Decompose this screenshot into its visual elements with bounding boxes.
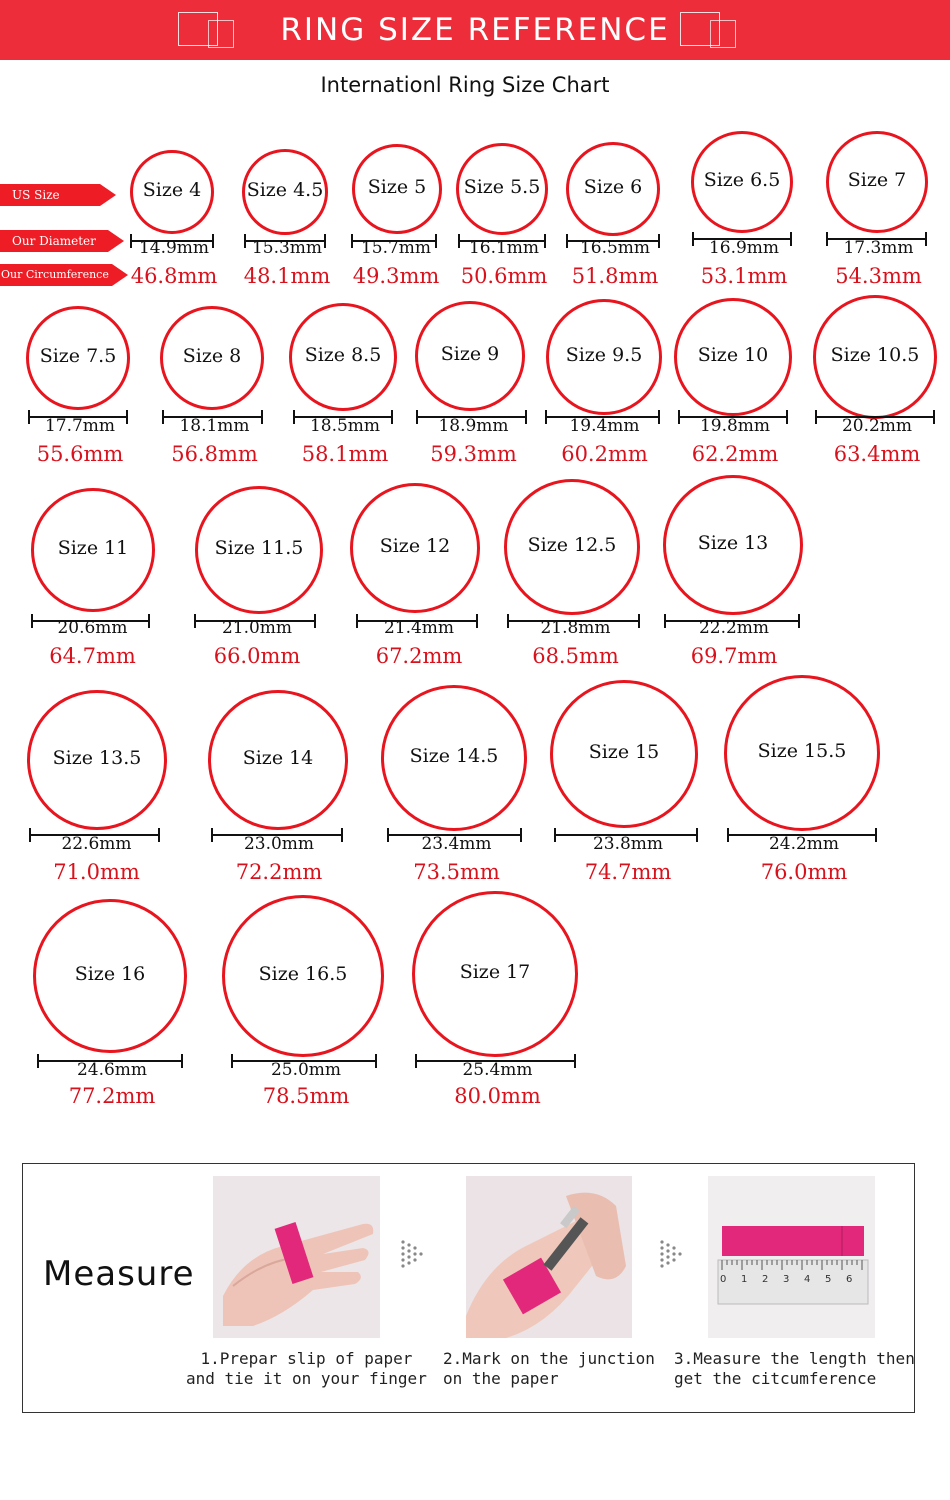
ring-size-label: Size 7: [847, 169, 907, 191]
ring-size-label: Size 15: [588, 741, 660, 763]
ring-diameter: 15.3mm: [251, 238, 323, 258]
step2-text: [443, 1349, 655, 1389]
measure-title: Measure: [43, 1254, 195, 1294]
step1-text: [186, 1349, 427, 1389]
chart-subtitle: Internationl Ring Size Chart: [320, 73, 610, 97]
ring-size-label: Size 12.5: [527, 534, 617, 556]
diameter-scale-tick: [520, 828, 522, 842]
ring-diameter: 22.2mm: [698, 618, 770, 638]
diameter-scale-tick: [507, 614, 509, 628]
ring-diameter: 24.6mm: [76, 1060, 148, 1080]
ring-circumference: 59.3mm: [430, 442, 517, 466]
ring-circumference: 51.8mm: [571, 264, 659, 288]
diameter-scale-tick: [545, 410, 547, 424]
diameter-scale-tick: [324, 234, 326, 248]
diameter-scale-tick: [148, 614, 150, 628]
ring-circumference: 53.1mm: [700, 264, 788, 288]
ring-size-label: Size 12: [379, 535, 451, 557]
diameter-scale-tick: [566, 234, 568, 248]
diameter-scale-tick: [158, 828, 160, 842]
ring-diameter: 20.2mm: [841, 416, 913, 436]
ring-diameter: 16.5mm: [579, 238, 651, 258]
diameter-scale-tick: [356, 614, 358, 628]
ring-circumference: 66.0mm: [213, 644, 301, 668]
ring-diameter: 16.9mm: [708, 238, 780, 258]
diameter-scale-tick: [658, 410, 660, 424]
diameter-scale-tick: [261, 410, 263, 424]
ring-circumference: 55.6mm: [36, 442, 124, 466]
ring-circumference: 56.8mm: [171, 442, 258, 466]
ring-size-label: Size 4.5: [246, 179, 324, 201]
ring-diameter: 16.1mm: [468, 238, 540, 258]
ring-circumference: 68.5mm: [532, 644, 619, 668]
ring-size-label: Size 16: [74, 963, 146, 985]
step2-photo: [466, 1176, 632, 1338]
step3-line1: 3.Measure the length then: [674, 1349, 915, 1368]
ring-circumference: 62.2mm: [691, 442, 779, 466]
ring-diameter: 23.4mm: [421, 834, 492, 854]
ring-circumference: 74.7mm: [584, 860, 672, 884]
ring-size-label: Size 16.5: [258, 963, 348, 985]
step3-text: [674, 1349, 915, 1389]
ring-circumference: 71.0mm: [53, 860, 140, 884]
step-arrow-icon: [400, 1234, 426, 1274]
diameter-scale-tick: [351, 234, 353, 248]
diameter-scale-tick: [692, 232, 694, 246]
ring-size-label: Size 13: [697, 532, 769, 554]
diameter-scale-tick: [212, 234, 214, 248]
diameter-scale-tick: [37, 1054, 39, 1068]
ring-size-label: Size 17: [459, 961, 531, 983]
ring-circumference: 78.5mm: [262, 1084, 350, 1108]
diameter-scale-tick: [638, 614, 640, 628]
ruler-number: 3: [783, 1274, 790, 1285]
ring-diameter: 18.1mm: [179, 416, 250, 436]
ring-diameter: 19.4mm: [569, 416, 640, 436]
step3-photo: [708, 1176, 875, 1338]
ring-size-label: Size 14.5: [409, 745, 499, 767]
ruler-number: 6: [846, 1274, 853, 1285]
ruler-number: 1: [741, 1274, 748, 1285]
ring-diameter: 23.8mm: [592, 834, 664, 854]
ring-circumference: 63.4mm: [833, 442, 921, 466]
ring-diameter: 21.0mm: [221, 618, 293, 638]
ring-size-label: Size 13.5: [52, 747, 142, 769]
ring-size-label: Size 15.5: [757, 740, 847, 762]
diameter-scale-tick: [458, 234, 460, 248]
diameter-scale-tick: [544, 234, 546, 248]
ring-diameter: 25.4mm: [462, 1060, 533, 1080]
ring-circumference: 64.7mm: [49, 644, 136, 668]
ring-circumference: 67.2mm: [375, 644, 463, 668]
diameter-scale-tick: [29, 828, 31, 842]
ring-diameter: 17.7mm: [44, 416, 116, 436]
ring-circumference: 58.1mm: [301, 442, 389, 466]
diameter-scale-tick: [554, 828, 556, 842]
ring-size-label: Size 11: [57, 537, 129, 559]
ring-size-label: Size 5: [367, 176, 427, 198]
ring-circumference: 76.0mm: [760, 860, 848, 884]
legend-us-size-label: US Size: [0, 184, 100, 206]
step3-line2: get the citcumference: [674, 1369, 877, 1388]
ring-diameter: 23.0mm: [243, 834, 315, 854]
diameter-scale-tick: [211, 828, 213, 842]
diameter-scale-tick: [875, 828, 877, 842]
ring-size-label: Size 10: [697, 344, 769, 366]
step1-line1: 1.Prepar slip of paper: [200, 1349, 413, 1368]
ruler-number: 0: [720, 1274, 727, 1285]
ring-diameter: 20.6mm: [57, 618, 128, 638]
ring-size-label: Size 7.5: [39, 345, 117, 367]
diameter-scale-tick: [790, 232, 792, 246]
ring-circumference: 72.2mm: [235, 860, 323, 884]
diameter-scale-tick: [664, 614, 666, 628]
diameter-scale-tick: [727, 828, 729, 842]
diameter-scale-tick: [387, 828, 389, 842]
ring-size-label: Size 6: [583, 176, 643, 198]
diameter-scale-tick: [162, 410, 164, 424]
diameter-scale-tick: [925, 232, 927, 246]
ring-circumference: 46.8mm: [130, 264, 218, 288]
diameter-scale-tick: [194, 614, 196, 628]
diameter-scale-tick: [391, 410, 393, 424]
ring-diameter: 18.5mm: [309, 416, 381, 436]
ring-size-label: Size 8: [182, 345, 242, 367]
diameter-scale-tick: [341, 828, 343, 842]
step2-line2: on the paper: [443, 1369, 559, 1388]
diameter-scale-tick: [476, 614, 478, 628]
ring-size-label: Size 4: [142, 179, 202, 201]
ring-circumference: 69.7mm: [690, 644, 778, 668]
ring-diameter: 15.7mm: [360, 238, 432, 258]
ring-circumference: 73.5mm: [413, 860, 500, 884]
diameter-scale-tick: [786, 410, 788, 424]
diameter-scale-tick: [130, 234, 132, 248]
diameter-scale-tick: [678, 410, 680, 424]
diameter-scale-tick: [815, 410, 817, 424]
ring-diameter: 22.6mm: [61, 834, 132, 854]
diameter-scale-tick: [435, 234, 437, 248]
diameter-scale-tick: [696, 828, 698, 842]
ring-diameter: 24.2mm: [768, 834, 840, 854]
ring-size-label: Size 14: [242, 747, 314, 769]
diameter-scale-tick: [826, 232, 828, 246]
ring-circumference: 48.1mm: [243, 264, 331, 288]
step-arrow-icon: [659, 1234, 685, 1274]
diameter-scale-tick: [415, 1054, 417, 1068]
diameter-scale-tick: [314, 614, 316, 628]
diameter-scale-tick: [231, 1054, 233, 1068]
ring-size-label: Size 8.5: [304, 344, 382, 366]
diameter-scale-tick: [31, 614, 33, 628]
legend-diameter-label: Our Diameter: [0, 230, 108, 252]
step2-line1: 2.Mark on the junction: [443, 1349, 655, 1368]
ring-circumference: 60.2mm: [561, 442, 648, 466]
diameter-scale-tick: [574, 1054, 576, 1068]
ruler-number: 2: [762, 1274, 769, 1285]
ring-size-label: Size 9.5: [565, 344, 643, 366]
page-title: RING SIZE REFERENCE: [280, 12, 670, 48]
ring-size-label: Size 5.5: [463, 176, 541, 198]
ring-size-label: Size 11.5: [214, 537, 304, 559]
ring-diameter: 21.8mm: [540, 618, 611, 638]
ring-size-label: Size 9: [440, 343, 500, 365]
diameter-scale-tick: [933, 410, 935, 424]
diameter-scale-tick: [658, 234, 660, 248]
ring-circumference: 49.3mm: [352, 264, 440, 288]
ring-diameter: 21.4mm: [383, 618, 455, 638]
ring-diameter: 25.0mm: [270, 1060, 342, 1080]
ring-circumference: 80.0mm: [454, 1084, 541, 1108]
ring-diameter: 17.3mm: [843, 238, 914, 258]
ring-circumference: 50.6mm: [460, 264, 548, 288]
legend-circumference-label: Our Circumference: [0, 264, 112, 286]
diameter-scale-tick: [798, 614, 800, 628]
ruler-number: 5: [825, 1274, 832, 1285]
diameter-scale-tick: [181, 1054, 183, 1068]
diameter-scale-tick: [525, 410, 527, 424]
diameter-scale-tick: [126, 410, 128, 424]
ring-size-label: Size 6.5: [703, 169, 781, 191]
ring-size-label: Size 10.5: [830, 344, 920, 366]
diameter-scale-tick: [416, 410, 418, 424]
step1-photo: [213, 1176, 380, 1338]
ruler-number: 4: [804, 1274, 811, 1285]
ring-circumference: 54.3mm: [835, 264, 922, 288]
measure-instructions: [22, 1163, 915, 1413]
ring-diameter: 18.9mm: [438, 416, 509, 436]
diameter-scale-tick: [244, 234, 246, 248]
ring-diameter: 14.9mm: [138, 238, 210, 258]
step1-line2: and tie it on your finger: [186, 1369, 427, 1388]
diameter-scale-tick: [375, 1054, 377, 1068]
diameter-scale-tick: [293, 410, 295, 424]
ring-diameter: 19.8mm: [699, 416, 771, 436]
diameter-scale-tick: [28, 410, 30, 424]
ring-circumference: 77.2mm: [68, 1084, 156, 1108]
